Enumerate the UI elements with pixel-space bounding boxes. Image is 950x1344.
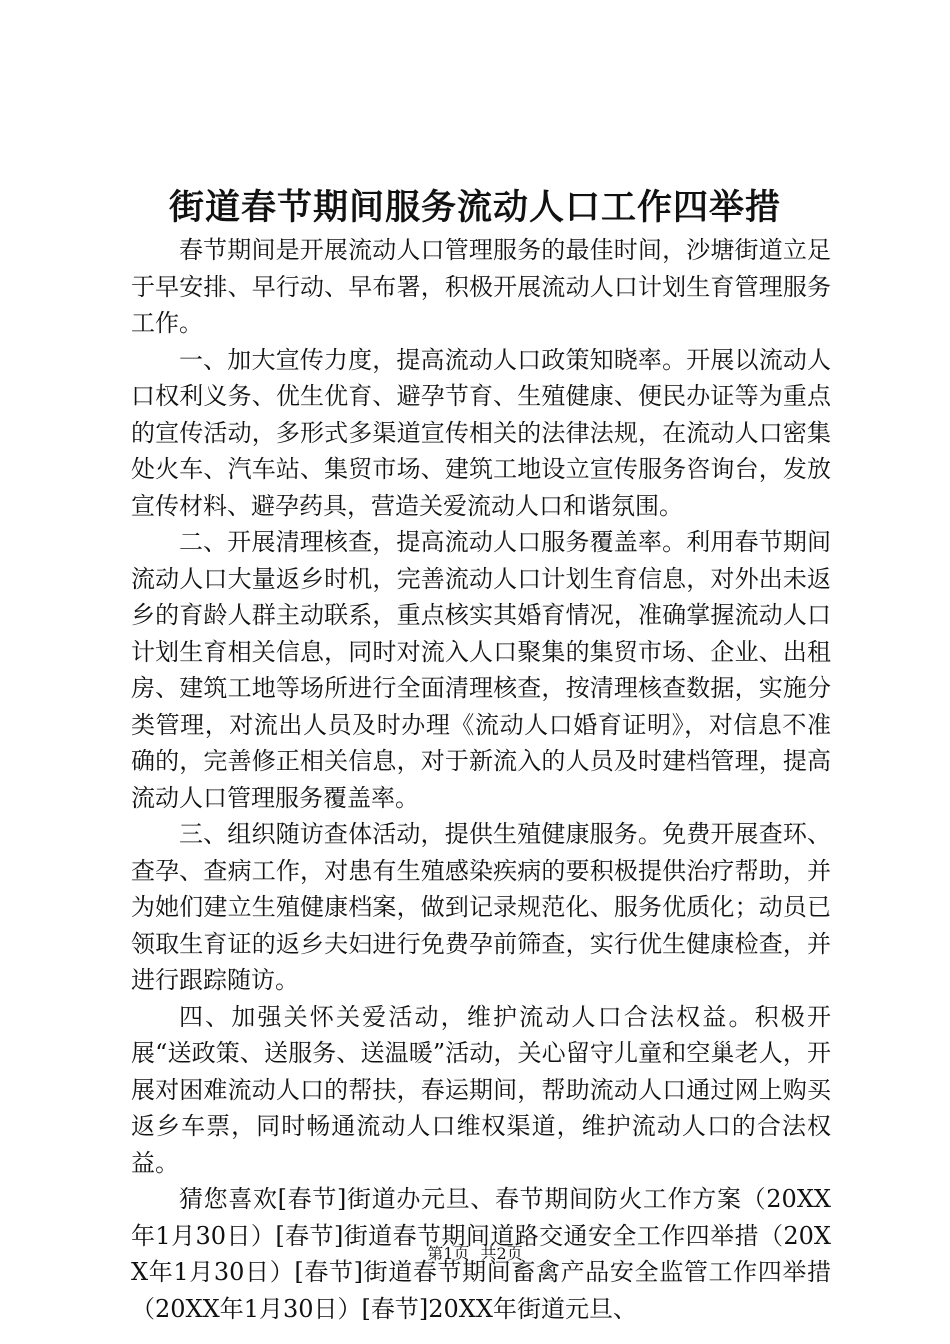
document-body <box>131 232 831 1327</box>
paragraph-measure-2: 二、开展清理核查，提高流动人口服务覆盖率。利用春节期间流动人口大量返乡时机，完善流动人口计划生育信息，对外出未返乡的育龄人群主动联系，重点核实其婚育情况，准确掌握流动人口计划生育相关信息，同时对流入人口聚集的集贸市场、企业、出租房、建筑工地等场所进行全面清理核查，按清理核查数据，实施分类管理，对流出人员及时办理《流动人口婚育证明》，对信息不准确的，完善修正相关信息，对于新流入的人员及时建档管理，提高流动人口管理服务覆盖率。 <box>131 528 831 812</box>
page-number-current: 第1页 <box>427 1244 470 1263</box>
page-number-total: 共2页 <box>480 1244 523 1263</box>
paragraph-measure-4: 四、加强关怀关爱活动，维护流动人口合法权益。积极开展“送政策、送服务、送温暖”活动，关心留守儿童和空巢老人，开展对困难流动人口的帮扶，春运期间，帮助流动人口通过网上购买返乡车票，同时畅通流动人口维权渠道，维护流动人口的合法权益。 <box>131 1002 831 1177</box>
document-title: 街道春节期间服务流动人口工作四举措 <box>168 187 781 228</box>
page-footer <box>0 1242 950 1266</box>
paragraph-measure-3: 三、组织随访查体活动，提供生殖健康服务。免费开展查环、查孕、查病工作，对患有生殖感染疾病的要积极提供治疗帮助，并为她们建立生殖健康档案，做到记录规范化、服务优质化；动员已领取生育证的返乡夫妇进行免费孕前筛查，实行优生健康检查，并进行跟踪随访。 <box>131 820 831 994</box>
paragraph-intro: 春节期间是开展流动人口管理服务的最佳时间，沙塘街道立足于早安排、早行动、早布署，积极开展流动人口计划生育管理服务工作。 <box>131 236 831 337</box>
paragraph-measure-1: 一、加大宣传力度，提高流动人口政策知晓率。开展以流动人口权利义务、优生优育、避孕节育、生殖健康、便民办证等为重点的宣传活动，多形式多渠道宣传相关的法律法规，在流动人口密集处火车、汽车站、集贸市场、建筑工地设立宣传服务咨询台，发放宣传材料、避孕药具，营造关爱流动人口和谐氛围。 <box>131 345 831 520</box>
paragraph-related: 猜您喜欢[春节]街道办元旦、春节期间防火工作方案（20XX年1月30日）[春节]街道春节期间道路交通安全工作四举措（20XX年1月30日）[春节]街道春节期间畜禽产品安全监管工作四举措（20XX年1月30日）[春节]20XX年街道元旦、 <box>131 1185 831 1323</box>
